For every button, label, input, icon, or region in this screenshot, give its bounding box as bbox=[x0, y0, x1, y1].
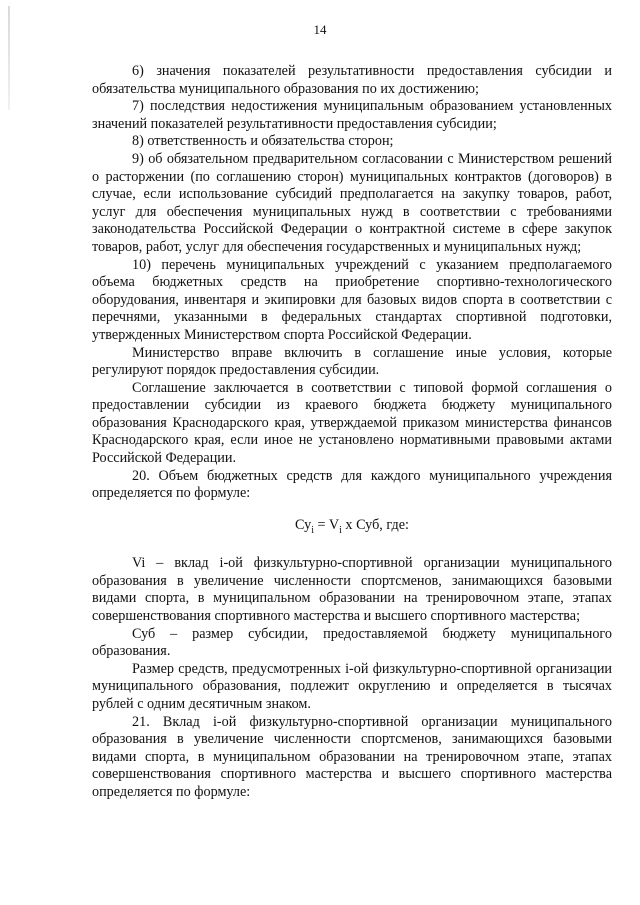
paragraph-clause-21: 21. Вклад i-ой физкультурно-спортивной организации муниципального образования в увеличение численности спортсменов, занимающихся базовыми видами спорта, в муниципальном образовании на тренировочном этапе, этапах совершенствования спортивного мастерства и высшего спортивного мастерства определяется по формуле: bbox=[92, 713, 612, 800]
paragraph-item-8: 8) ответственность и обязательства сторон; bbox=[132, 133, 394, 150]
paragraph-agreement-form: Соглашение заключается в соответствии с типовой формой соглашения о предоставлении субсидии из краевого бюджета бюджету муниципального образования Краснодарского края, утверждаемой приказом министерства финансов Краснодарского края, если иное не установлено нормативными правовыми актами Российской Федерации. bbox=[92, 379, 612, 467]
formula-rest: х Суб, где: bbox=[341, 516, 409, 533]
formula-lhs-subscript: i bbox=[311, 524, 314, 536]
formula-lhs: Су bbox=[295, 516, 312, 533]
paragraph-item-6: 6) значения показателей результативности предоставления субсидии и обязательства муниципального образования по их достижению; bbox=[92, 63, 612, 97]
paragraph-item-10: 10) перечень муниципальных учреждений с указанием предполагаемого объема бюджетных средств на приобретение спортивно-технологического оборудования, инвентаря и экипировки для базовых видов спорта в соответствии с перечнями, указанными в федеральных стандартах спортивной подготовки, утвержденных Министерством спорта Российской Федерации. bbox=[92, 256, 612, 343]
definition-vi: Vi – вклад i-ой физкультурно-спортивной организации муниципального образования в увеличение численности спортсменов, занимающихся базовыми видами спорта, в муниципальном образовании на тренировочном этапе, этапах совершенствования спортивного мастерства и высшего спортивного мастерства; bbox=[92, 555, 612, 625]
paragraph-rounding: Размер средств, предусмотренных i-ой физкультурно-спортивной организации муниципального образования, подлежит округлению и определяется в тысячах рублей с одним десятичным знаком. bbox=[92, 660, 612, 713]
paragraph-clause-20: 20. Объем бюджетных средств для каждого муниципального учреждения определяется по формуле: bbox=[92, 467, 612, 502]
formula-cy bbox=[92, 517, 612, 539]
formula-v: V bbox=[328, 516, 340, 533]
paragraph-item-9: 9) об обязательном предварительном согласовании с Министерством решений о расторжении (по соглашению сторон) муниципальных контрактов (договоров) в случае, если использование субсидий предполагается на закупку товаров, работ, услуг для обеспечения муниципальных нужд в соответствии с требованиями законодательства Российской Федерации о контрактной системе в сфере закупок товаров, работ, услуг для обеспечения государственных и муниципальных нужд; bbox=[92, 150, 612, 255]
paragraph-ministry-conditions: Министерство вправе включить в соглашение иные условия, которые регулируют порядок предоставления субсидии. bbox=[92, 344, 612, 379]
page-number: 14 bbox=[313, 22, 327, 37]
definition-sub: Суб – размер субсидии, предоставляемой бюджету муниципального образования. bbox=[92, 625, 612, 660]
formula-equals: = bbox=[314, 516, 329, 533]
paragraph-item-7: 7) последствия недостижения муниципальным образованием установленных значений показателей результативности предоставления субсидии; bbox=[92, 98, 612, 132]
formula-v-subscript: i bbox=[339, 524, 342, 536]
document-body bbox=[92, 63, 612, 802]
